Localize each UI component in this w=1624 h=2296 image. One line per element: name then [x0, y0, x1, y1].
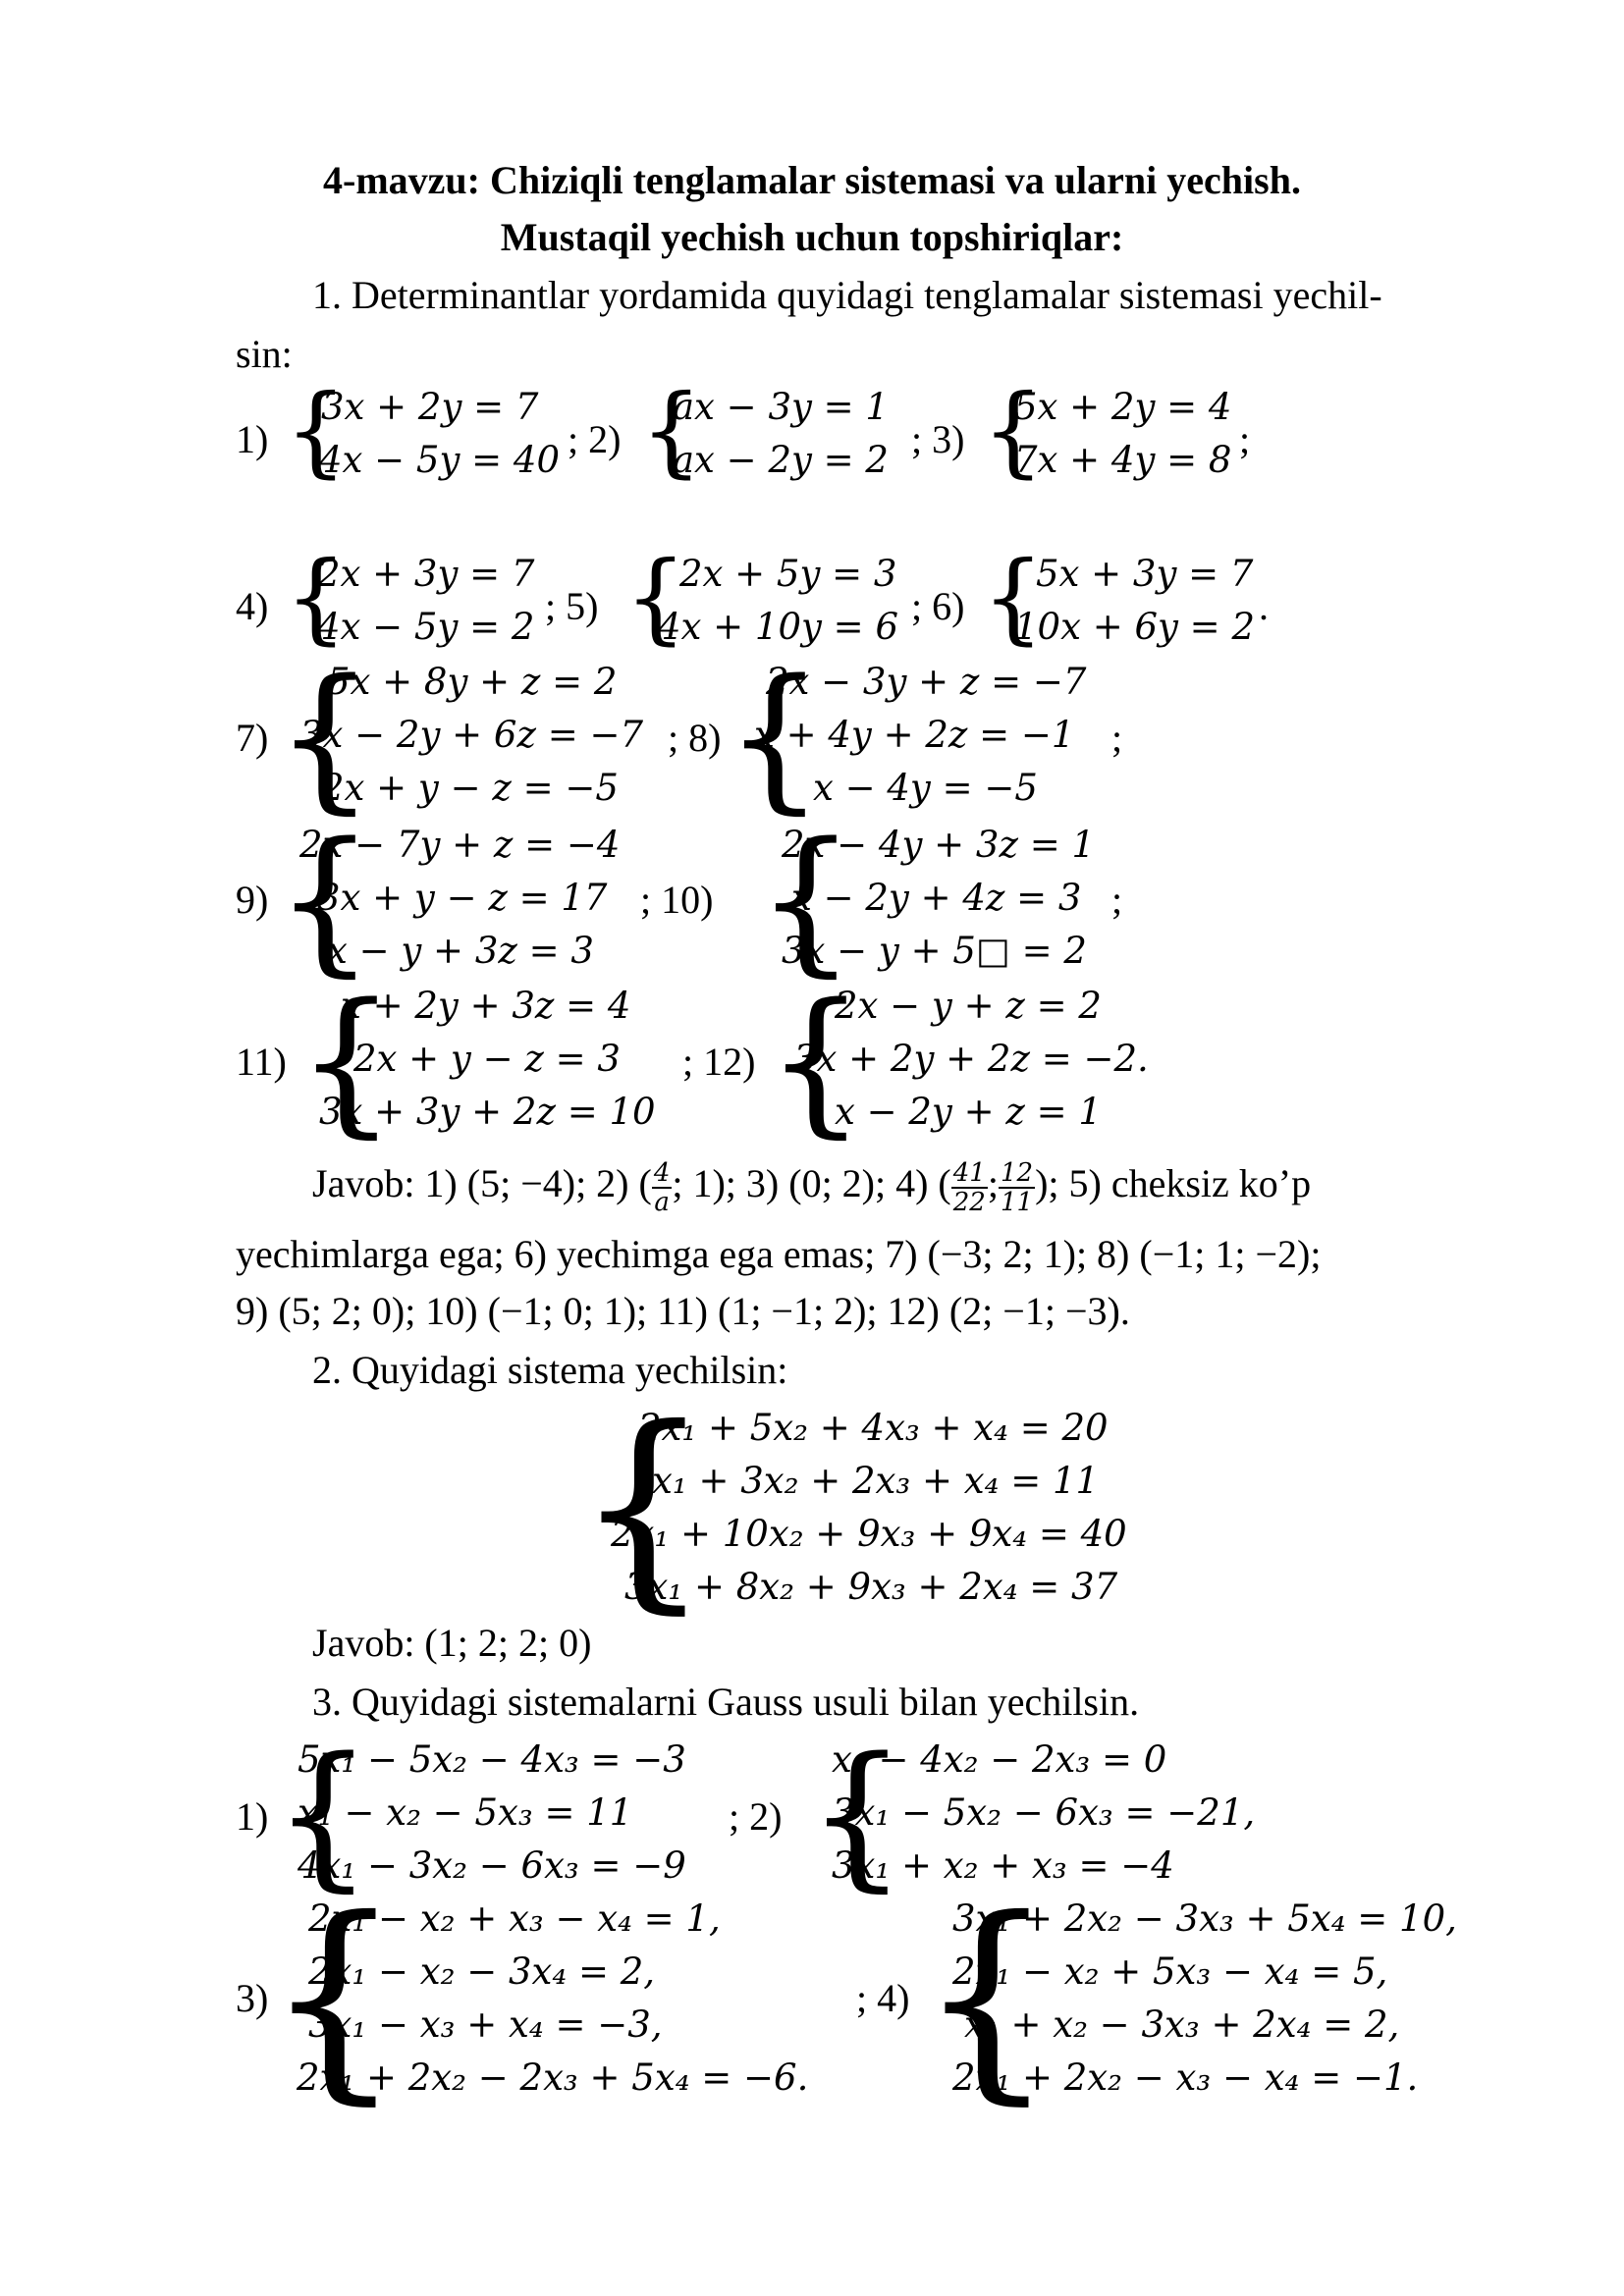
equation-system-task3-4: 3x₁ + 2x₂ − 3x₃ + 5x₄ = 10, 2x₁ − x₂ + 5x₃ − x₄ = 5, x₁ + x₂ − 3x₃ + 2x₄ = 2, 2x₁ + 2x₂ − x₃ − x₄ = −1.: [952, 1897, 1457, 2099]
equation-system-9: 2x − 7y + z = −4 3x + y − z = 17 x − y + 3z = 3: [299, 824, 621, 972]
task1-text-line-2: sin:: [236, 332, 293, 376]
task1-answer-line-2: yechimlarga ega; 6) yechimga ega emas; 7) (−3; 2; 1); 8) (−1; 1; −2);: [236, 1232, 1322, 1276]
task1-answer-line-3: 9) (5; 2; 0); 10) (−1; 0; 1); 11) (1; −1; 2); 12) (2; −1; −3).: [236, 1289, 1130, 1333]
sys11-separator: ; 12): [682, 1040, 756, 1084]
sys1-separator: ; 2): [568, 417, 622, 461]
fraction-4-over-a: $\frac{4}{a}$: [653, 1157, 671, 1217]
sys5-separator: ; 6): [911, 584, 965, 628]
left-brace-icon: {: [275, 645, 375, 828]
sys9-separator: ; 10): [640, 878, 714, 922]
equation-system-5: 2x + 5y = 3 4x + 10y = 6: [658, 553, 898, 648]
task2-answer: Javob: (1; 2; 2; 0): [312, 1621, 592, 1665]
title-line-1: 4-mavzu: Chiziqli tenglamalar sistemasi va ularni yechish.: [323, 158, 1301, 202]
left-brace-icon: {: [265, 1872, 403, 2123]
equation-system-task3-2: x₁ − 4x₂ − 2x₃ = 0 3x₁ − 5x₂ − 6x₃ = −21, 3x₁ + x₂ + x₃ = −4: [832, 1738, 1256, 1887]
sys6-separator: .: [1259, 584, 1269, 628]
left-brace-icon: {: [756, 808, 856, 991]
task1-answer-line-1: Javob: 1) (5; −4); 2) ( $\frac{4}{a}$ ; 1); 3) (0; 2); 4) ( $\frac{41}{22}$ ; $\frac{12}{11}$ ); 5) cheksiz ko’p: [312, 1157, 1312, 1217]
left-brace-icon: {: [640, 373, 703, 488]
left-brace-icon: {: [297, 969, 397, 1152]
sys8-separator: ;: [1111, 716, 1123, 760]
equation-system-task3-3: 2x₁ − x₂ + x₃ − x₄ = 1, 2x₁ − x₂ − 3x₄ = 2, 3x₁ − x₃ + x₄ = −3, 2x₁ + 2x₂ − 2x₃ + 5x₄ = −6.: [297, 1897, 809, 2099]
sys2-separator: ; 3): [911, 417, 965, 461]
equation-system-task2: 2x₁ + 5x₂ + 4x₃ + x₄ = 20 x₁ + 3x₂ + 2x₃ + x₄ = 11 2x₁ + 10x₂ + 9x₃ + 9x₄ = 40 3x₁ + 8x₂ + 9x₃ + 2x₄ = 37: [611, 1407, 1127, 1608]
left-brace-icon: {: [982, 373, 1045, 488]
equation-system-8: 2x − 3y + z = −7 x + 4y + 2z = −1 x − 4y = −5: [754, 661, 1087, 809]
task3-sys3-label: 3): [236, 1976, 269, 2020]
task3-sys1-separator: ; 2): [729, 1794, 783, 1839]
sys4-separator: ; 5): [545, 584, 599, 628]
task1-text-line-1: 1. Determinantlar yordamida quyidagi tenglamalar sistemasi yechil-: [312, 273, 1382, 317]
left-brace-icon: {: [918, 1872, 1056, 2123]
task3-sys1-label: 1): [236, 1794, 269, 1839]
equation-system-task3-1: 5x₁ − 5x₂ − 4x₃ = −3 x₁ − x₂ − 5x₃ = 11 4x₁ − 3x₂ − 6x₃ = −9: [298, 1738, 686, 1887]
equation-system-12: 2x − y + z = 2 3x + 2y + 2z = −2. x − 2y + z = 1: [793, 985, 1149, 1133]
sys9-label: 9): [236, 878, 269, 922]
fraction-41-over-22: $\frac{41}{22}$: [952, 1157, 986, 1217]
equation-system-10: 2x − 4y + 3z = 1 x − 2y + 4z = 3 3x − y + 5□ = 2: [782, 824, 1095, 972]
sys10-separator: ;: [1111, 878, 1123, 922]
sys1-label: 1): [236, 417, 269, 461]
fraction-12-over-11: $\frac{12}{11}$: [1000, 1157, 1034, 1217]
left-brace-icon: {: [273, 1723, 373, 1906]
left-brace-icon: {: [574, 1381, 712, 1632]
left-brace-icon: {: [766, 969, 866, 1152]
equation-system-3: 5x + 2y = 4 7x + 4y = 8: [1014, 386, 1232, 481]
equation-system-4: 2x + 3y = 7 4x − 5y = 2: [317, 553, 535, 648]
sys11-label: 11): [236, 1040, 287, 1084]
equation-system-6: 5x + 3y = 7 10x + 6y = 2: [1014, 553, 1255, 648]
task3-sys3-separator: ; 4): [856, 1976, 910, 2020]
equation-system-7: 5x + 8y + z = 2 3x − 2y + 6z = −7 2x + y − z = −5: [299, 661, 644, 809]
title-line-2: Mustaqil yechish uchun topshiriqlar:: [500, 215, 1124, 259]
left-brace-icon: {: [982, 540, 1045, 655]
task3-text: 3. Quyidagi sistemalarni Gauss usuli bilan yechilsin.: [312, 1680, 1140, 1724]
sys7-separator: ; 8): [668, 716, 722, 760]
sys7-label: 7): [236, 716, 269, 760]
left-brace-icon: {: [725, 645, 825, 828]
sys3-separator: ;: [1239, 417, 1251, 461]
left-brace-icon: {: [624, 540, 687, 655]
left-brace-icon: {: [285, 540, 348, 655]
equation-system-1: 3x + 2y = 7 4x − 5y = 40: [319, 386, 560, 481]
equation-system-11: x + 2y + 3z = 4 2x + y − z = 3 3x + 3y + 2z = 10: [319, 985, 656, 1133]
left-brace-icon: {: [285, 373, 348, 488]
left-brace-icon: {: [275, 808, 375, 991]
task2-text: 2. Quyidagi sistema yechilsin:: [312, 1348, 788, 1392]
equation-system-2: ax − 3y = 1 ax − 2y = 2: [673, 386, 889, 481]
left-brace-icon: {: [807, 1723, 907, 1906]
sys4-label: 4): [236, 584, 269, 628]
